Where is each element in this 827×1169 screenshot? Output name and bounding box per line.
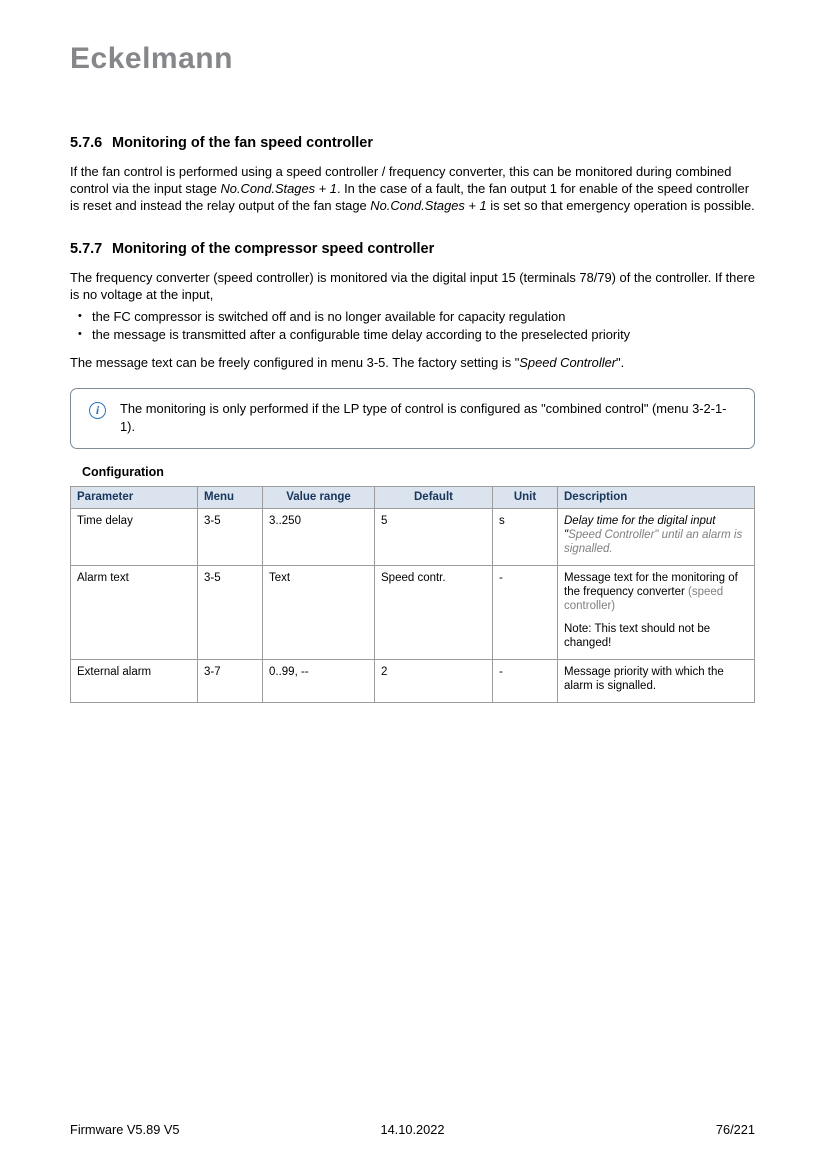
description-main [564,571,748,613]
text-segment-italic: No.Cond.Stages + 1 [370,198,487,213]
footer-firmware-version: Firmware V5.89 V5 [70,1122,180,1137]
table-row [71,509,755,566]
section-title: Monitoring of the compressor speed controller [112,241,435,257]
section-title: Monitoring of the fan speed controller [112,135,373,151]
page-footer [70,1122,755,1137]
cell-parameter: External alarm [71,660,198,703]
text-segment: ". [616,355,625,370]
table-header-row [71,487,755,509]
bullet-list [70,308,755,343]
cell-value-range: 0..99, -- [263,660,375,703]
eckelmann-logo: Eckelmann [70,42,233,75]
cell-menu: 3-5 [198,566,263,660]
cell-default: Speed contr. [375,566,493,660]
cell-unit: - [493,566,558,660]
col-header-parameter: Parameter [71,487,198,509]
section-number: 5.7.6 [70,135,103,151]
paragraph-577-factory [70,354,755,371]
bullet-marker: • [78,327,82,340]
section-heading-577 [70,240,755,258]
cell-value-range: Text [263,566,375,660]
cell-default: 2 [375,660,493,703]
text-segment-italic: Delay time for the digital input " [564,515,716,541]
cell-menu: 3-5 [198,509,263,566]
cell-description [558,509,755,566]
info-note-text: The monitoring is only performed if the LP type of control is configured as "combined control" (menu 3-2-1-1). [120,401,727,434]
list-item [70,308,755,326]
paragraph-577-intro: The frequency converter (speed controller) is monitored via the digital input 15 (terminals 78/79) of the controller. If there is no voltage at the input, [70,270,755,302]
text-segment: is set so that emergency operation is possible. [486,198,755,213]
list-item [70,326,755,344]
page-content [70,0,755,703]
table-title: Configuration [82,465,164,479]
footer-date: 14.10.2022 [380,1122,445,1137]
section-number: 5.7.7 [70,241,103,257]
text-segment: If the fan control is performed using a speed controller / frequency converter, this can be monitored during combined control via the input stage [70,164,732,196]
table-row [71,566,755,660]
section-heading-576 [70,134,755,152]
col-header-value-range: Value range [263,487,375,509]
cell-parameter: Time delay [71,509,198,566]
bullet-text: the FC compressor is switched off and is no longer available for capacity regulation [92,309,566,324]
cell-value-range: 3..250 [263,509,375,566]
table-row [71,660,755,703]
info-icon: i [89,402,106,419]
text-segment: . In the case of a fault, the fan output 1 for enable of the speed controller is reset and instead the relay output of the fan stage [70,181,749,213]
cell-unit: - [493,660,558,703]
cell-unit: s [493,509,558,566]
text-segment: The message text can be freely configured in menu 3-5. The factory setting is " [70,355,520,370]
info-note-box [70,388,755,449]
cell-menu: 3-7 [198,660,263,703]
text-segment-italic: No.Cond.Stages + 1 [220,181,337,196]
cell-description: Message priority with which the alarm is signalled. [558,660,755,703]
text-segment-gray-italic: Speed Controller" until an alarm is signalled. [564,529,743,555]
text-segment: Message text for the monitoring of the frequency converter [564,572,738,598]
col-header-default: Default [375,487,493,509]
col-header-description: Description [558,487,755,509]
cell-description [558,566,755,660]
paragraph-576 [70,163,755,214]
footer-page-number: 76/221 [715,1122,755,1137]
text-segment-italic: Speed Controller [519,355,617,370]
bullet-text: the message is transmitted after a configurable time delay according to the preselected priority [92,326,631,342]
bullet-marker: • [78,310,82,322]
col-header-menu: Menu [198,487,263,509]
description-note: Note: This text should not be changed! [564,623,711,649]
table-header [71,487,755,509]
configuration-table [70,486,755,703]
text-segment-gray: (speed controller) [564,586,724,612]
cell-default: 5 [375,509,493,566]
col-header-unit: Unit [493,487,558,509]
cell-parameter: Alarm text [71,566,198,660]
